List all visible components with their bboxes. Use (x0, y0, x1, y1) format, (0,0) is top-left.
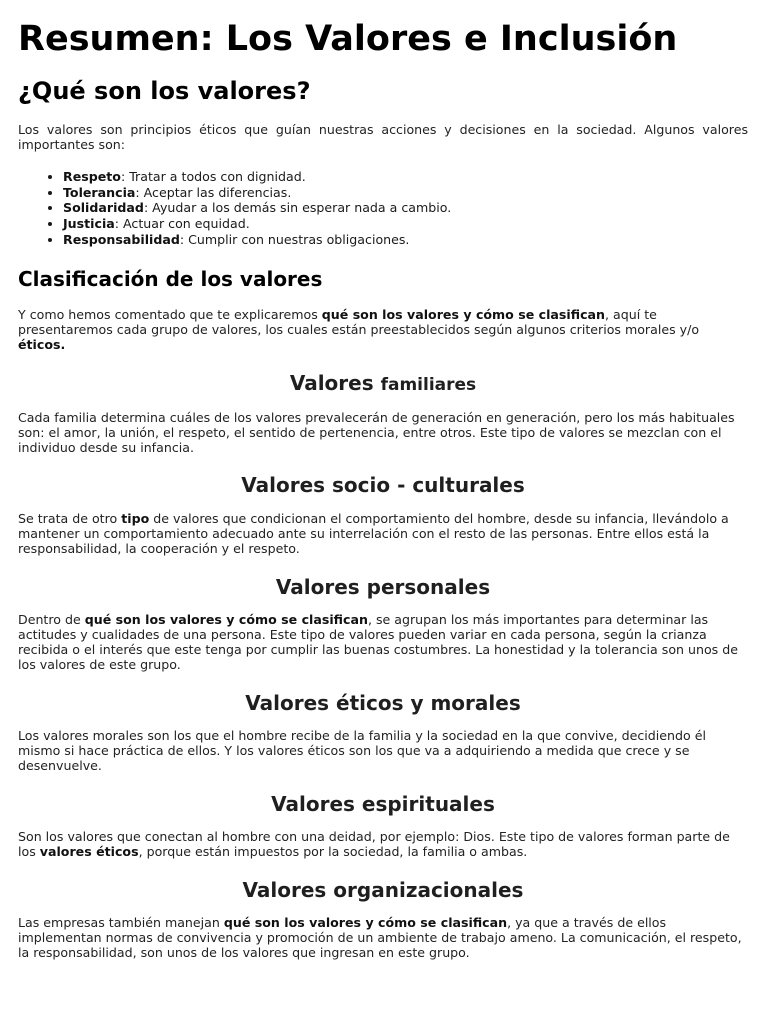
values-list (18, 169, 748, 248)
intro-paragraph: Los valores son principios éticos que guían nuestras acciones y decisiones en la sociedad. Algunos valores importantes son: (18, 122, 748, 152)
list-item (63, 232, 748, 248)
organizacionales-paragraph (18, 915, 748, 960)
familiares-heading (18, 370, 748, 398)
eticos-morales-heading: Valores éticos y morales (245, 690, 521, 715)
familiares-paragraph: Cada familia determina cuáles de los valores prevalecerán de generación en generación, pero los más habituales son: el amor, la unión, el respeto, el sentido de pertenencia, entre otros. Este tipo de valores se mezclan con el individuo desde su infancia. (18, 409, 735, 455)
bold-run: éticos. (18, 336, 66, 352)
bold-run: valores éticos (39, 843, 139, 859)
value-desc: : Cumplir con nuestras obligaciones. (179, 232, 410, 247)
text-run: , ya que a través de ellos implementan normas de convivencia y promoción de un ambiente de trabajo ameno. La comunicación, el respeto, la responsabilidad, son unos de los valores que ingresan en este grupo. (18, 914, 742, 960)
value-desc: : Ayudar a los demás sin esperar nada a cambio. (143, 200, 452, 215)
text-run: Dentro de (18, 611, 85, 627)
eticos-morales-paragraph: Los valores morales son los que el hombre recibe de la familia y la sociedad en la que convive, decidiendo él mismo si hace práctica de ellos. Y los valores éticos son los que va a adquiriendo a medida que crece y se desenvuelve. (18, 727, 706, 773)
espirituales-heading: Valores espirituales (271, 791, 495, 816)
value-desc: : Actuar con equidad. (114, 215, 250, 231)
value-term: Solidaridad (63, 200, 144, 215)
intro-heading: ¿Qué son los valores? (18, 77, 311, 105)
bold-run: qué son los valores y cómo se clasifican (321, 306, 605, 322)
bold-run: qué son los valores y cómo se clasifican (84, 611, 368, 627)
list-item (63, 216, 748, 232)
list-item (63, 185, 748, 201)
text-run: , se agrupan los más importantes para determinar las actitudes y cualidades de una persona. Este tipo de valores pueden variar en cada persona, según la crianza recibida o el interés que este tenga por cumplir las buenas costumbres. La honestidad y la tolerancia son unos de los valores de este grupo. (18, 611, 738, 672)
text-run: Son los valores que conectan al hombre con una deidad, por ejemplo: Dios. Este tipo de valores forman parte de los (18, 828, 730, 859)
classification-heading: Clasificación de los valores (18, 266, 323, 291)
personales-heading: Valores personales (275, 574, 491, 599)
text-run: Se trata de otro (18, 510, 122, 526)
text-run: , aquí te presentaremos cada grupo de valores, los cuales están preestablecidos según algunos criterios morales y/o (18, 306, 700, 337)
classification-paragraph (18, 307, 748, 352)
value-term: Respeto (63, 169, 121, 184)
value-term: Tolerancia (63, 184, 136, 200)
value-desc: : Aceptar las diferencias. (135, 184, 292, 200)
espirituales-paragraph (18, 829, 748, 859)
heading-part: familiares (380, 374, 477, 395)
heading-part: Valores (289, 370, 381, 395)
socio-culturales-paragraph (18, 511, 748, 556)
organizacionales-heading: Valores organizacionales (242, 877, 524, 902)
value-desc: : Tratar a todos con dignidad. (120, 169, 306, 184)
bold-run: qué son los valores y cómo se clasifican (223, 914, 508, 930)
text-run: , porque están impuestos por la sociedad, la familia o ambas. (138, 843, 528, 859)
socio-culturales-heading: Valores socio - culturales (241, 472, 525, 497)
page-title: Resumen: Los Valores e Inclusión (18, 19, 678, 59)
list-item (63, 169, 748, 185)
value-term: Justicia (63, 215, 115, 231)
text-run: de valores que condicionan el comportamiento del hombre, desde su infancia, llevándolo a mantener un comportamiento adecuado ante su interrelación con el resto de las personas. Entre ellos está la responsabilidad, la cooperación y el respeto. (18, 510, 729, 556)
value-term: Responsabilidad (63, 232, 180, 247)
bold-run: tipo (121, 510, 150, 526)
text-run: Y como hemos comentado que te explicaremos (18, 306, 322, 322)
list-item (63, 200, 748, 216)
text-run: Las empresas también manejan (18, 914, 224, 930)
personales-paragraph (18, 612, 748, 672)
